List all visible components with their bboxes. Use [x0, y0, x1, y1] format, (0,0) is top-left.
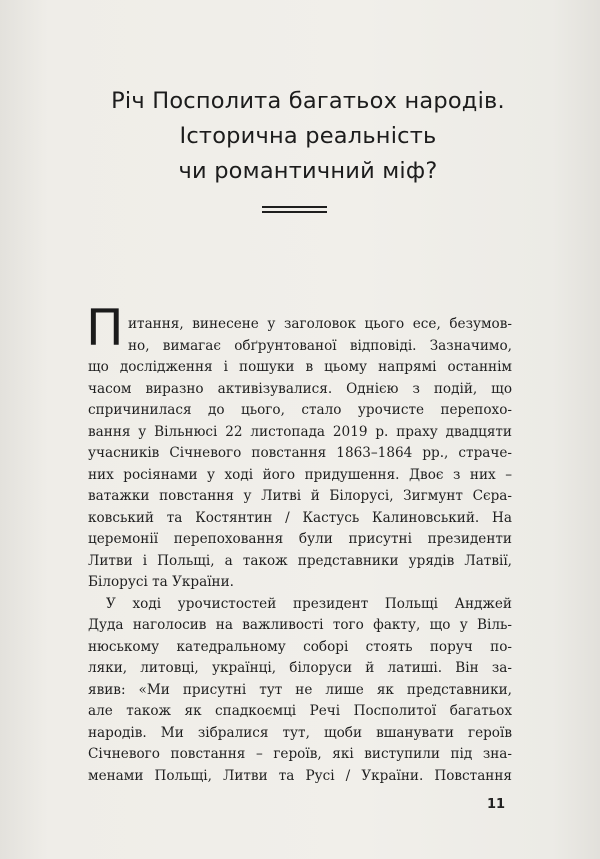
- paragraph-2-line: менами Польщі, Литви та Русі / України. Повстання: [88, 767, 512, 784]
- chapter-title: [40, 84, 576, 189]
- paragraph-1-line: часом виразно активізувалися. Однією з подій, що: [88, 380, 512, 397]
- paragraph-1-line: церемонії перепоховання були присутні президенти: [88, 531, 512, 547]
- paragraph-1-line: ковський та Костянтин / Кастусь Калиновський. На: [88, 509, 512, 526]
- title-line-1: Річ Посполита багатьох народів.: [111, 88, 505, 114]
- paragraph-2-line: але також як спадкоємці Речі Посполитої багатьох: [88, 703, 512, 719]
- paragraph-1-line: Литви і Польщі, а також представники урядів Латвії,: [88, 552, 512, 569]
- divider-line-bottom: [262, 211, 327, 213]
- paragraph-2-line: Дуда наголосив на важливості того факту, що у Віль-: [88, 617, 512, 633]
- title-line-2: Історична реальність: [179, 123, 437, 149]
- title-line-3: чи романтичний міф?: [178, 158, 438, 184]
- paragraph-2-line: народів. Ми зібралися тут, щоби вшанувати героїв: [88, 724, 512, 741]
- paragraph-2-line: нюському катедральному соборі стоять поруч по-: [88, 638, 512, 655]
- paragraph-1-line: вання у Вільнюсі 22 листопада 2019 р. праху двадцяти: [88, 423, 512, 440]
- page-number: 11: [487, 797, 506, 812]
- body-text: [86, 299, 512, 787]
- paragraph-1-line: ватажки повстання у Литві й Білорусі, Зигмунт Сєра-: [88, 488, 512, 504]
- paragraph-2-line: У ході урочистостей президент Польщі Анджей: [106, 595, 512, 612]
- paragraph-2-line: ляки, литовці, українці, білоруси й латиші. Він за-: [88, 660, 512, 676]
- divider-line-top: [262, 206, 327, 208]
- drop-cap: П: [86, 299, 124, 357]
- paragraph-1-line: Білорусі та України.: [88, 574, 235, 590]
- paragraph-1-line: учасників Січневого повстання 1863–1864 рр., страче-: [88, 445, 512, 461]
- paragraph-1-line: них росіянами у ході його придушення. Двоє з них –: [88, 466, 512, 483]
- paragraph-2-line: Січневого повстання – героїв, які виступили під зна-: [88, 746, 512, 762]
- paragraph-1-line: що дослідження і пошуки в цьому напрямі останнім: [88, 359, 512, 375]
- paragraph-1-line: спричинилася до цього, стало урочисте перепохо-: [88, 402, 512, 418]
- paragraph-1-line: П итання, винесене у заголовок цього есе, безумов-: [86, 299, 512, 357]
- title-divider: [262, 206, 327, 214]
- paragraph-2-line: явив: «Ми присутні тут не лише як представники,: [88, 681, 512, 698]
- paragraph-1-line: но, вимагає обґрунтованої відповіді. Зазначимо,: [128, 337, 512, 354]
